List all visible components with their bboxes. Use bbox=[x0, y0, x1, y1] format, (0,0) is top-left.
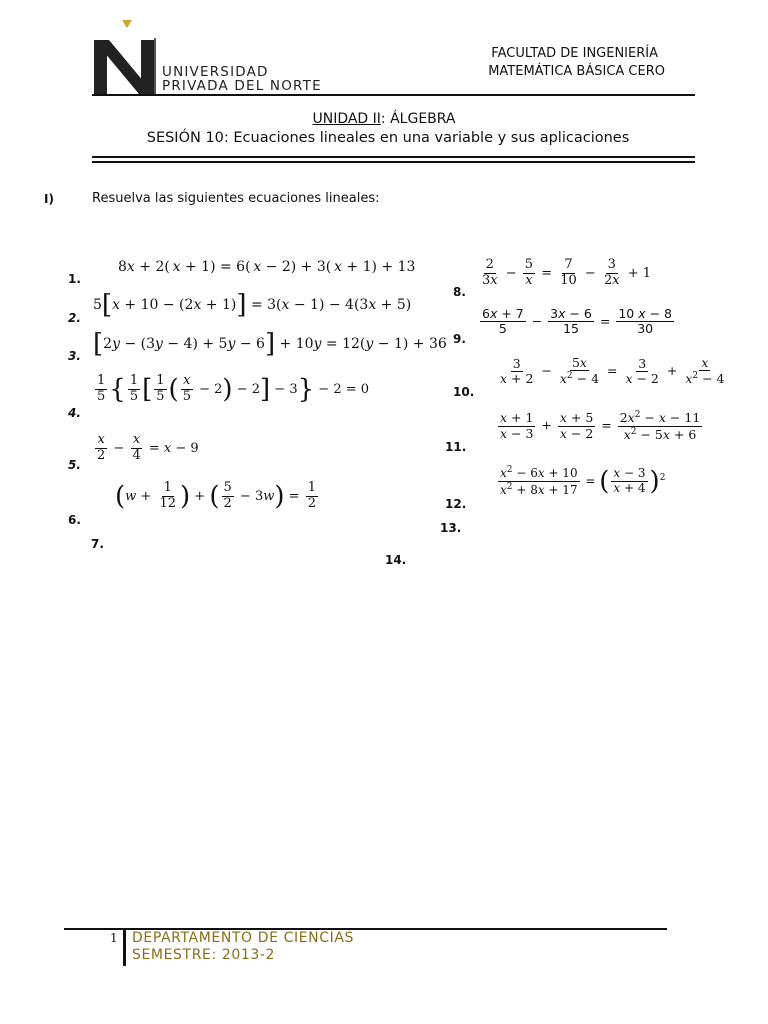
course-name: MATEMÁTICA BÁSICA CERO bbox=[488, 64, 665, 79]
exercise-label: 4. bbox=[68, 406, 81, 420]
equation-4: $\frac{1}{5}$ { $\frac{1}{5}$ [ $\frac{1}{5}$ ( $\frac{x}{5}$ − 2) − 2] − 3} − 2 = 0 bbox=[97, 373, 370, 405]
footer-department: DEPARTAMENTO DE CIENCIAS bbox=[132, 930, 354, 946]
logo-line-1: UNIVERSIDAD bbox=[162, 64, 269, 80]
equation-10: $\frac{3}{x + 2}$ − $\frac{5x}{x^2 - 4}$ = $\frac{3}{x - 2}$ + $\frac{x}{x^2 - 4}$ bbox=[500, 355, 725, 387]
exercise-label: 13. bbox=[440, 521, 462, 535]
unit-title bbox=[0, 111, 768, 127]
exercise-label: 8. bbox=[453, 285, 466, 299]
exercise-label: 1. bbox=[68, 272, 81, 286]
equation-9: $\frac{6x + 7}{5}$ − $\frac{3x - 6}{15}$ = $\frac{10 x - 8}{30}$ bbox=[482, 306, 672, 337]
equation-11: $\frac{x + 1}{x - 3}$ + $\frac{x + 5}{x - 2}$ = $\frac{2x^2 - x - 11}{x^2 - 5x + 6}$ bbox=[500, 410, 701, 442]
exercise-label: 12. bbox=[445, 497, 467, 511]
exercise-label: 11. bbox=[445, 440, 467, 454]
exercise-label: 5. bbox=[68, 458, 81, 472]
section-instruction: Resuelva las siguientes ecuaciones lineales: bbox=[92, 191, 380, 206]
equation-12: $\frac{x^2 - 6x + 10}{x^2 + 8x + 17}$ = ( $\frac{x - 3}{x + 4}$ )$^2$ bbox=[500, 465, 666, 497]
exercise-label: 3. bbox=[68, 349, 81, 363]
footer-semester: SEMESTRE: 2013-2 bbox=[132, 947, 276, 963]
section-number: I) bbox=[44, 192, 54, 206]
faculty-name: FACULTAD DE INGENIERÍA bbox=[491, 46, 658, 61]
equation-3: [2y − (3y − 4) + 5y − 6] + 10y = 12(y − 1) + 36 bbox=[93, 329, 447, 359]
title-rule-2 bbox=[92, 161, 695, 163]
equation-2: 5[x + 10 − (2x + 1)] = 3(x − 1) − 4(3x + 5) bbox=[93, 290, 412, 320]
footer-bar bbox=[123, 930, 126, 966]
session-title: SESIÓN 10: Ecuaciones lineales en una variable y sus aplicaciones bbox=[146, 130, 630, 146]
exercise-label: 2. bbox=[68, 311, 81, 325]
equation-6: (w + $\frac{1}{12}$ ) + ( $\frac{5}{2}$ − 3w) = $\frac{1}{2}$ bbox=[115, 480, 316, 512]
exercise-label: 10. bbox=[453, 385, 475, 399]
logo-n-icon bbox=[92, 18, 162, 98]
unit-topic: : ÁLGEBRA bbox=[380, 111, 456, 127]
university-logo bbox=[92, 18, 352, 98]
title-rule-1 bbox=[92, 156, 695, 158]
equation-8: $\frac{2}{3x}$ − $\frac{5}{x}$ = $\frac{7}{10}$ − $\frac{3}{2x}$ + 1 bbox=[482, 257, 652, 288]
exercise-label: 9. bbox=[453, 332, 466, 346]
exercise-label: 6. bbox=[68, 513, 81, 527]
equation-5: $\frac{x}{2}$ − $\frac{x}{4}$ = x − 9 bbox=[97, 432, 199, 463]
logo-line-2: PRIVADA DEL NORTE bbox=[162, 78, 322, 94]
page-number: 1 bbox=[110, 931, 118, 945]
exercise-label: 14. bbox=[385, 553, 407, 567]
header-rule bbox=[92, 94, 695, 96]
exercise-label: 7. bbox=[91, 537, 104, 551]
equation-1: 8x + 2( x + 1) = 6( x − 2) + 3( x + 1) + 13 bbox=[118, 259, 416, 275]
unit-name: UNIDAD II bbox=[312, 111, 381, 127]
